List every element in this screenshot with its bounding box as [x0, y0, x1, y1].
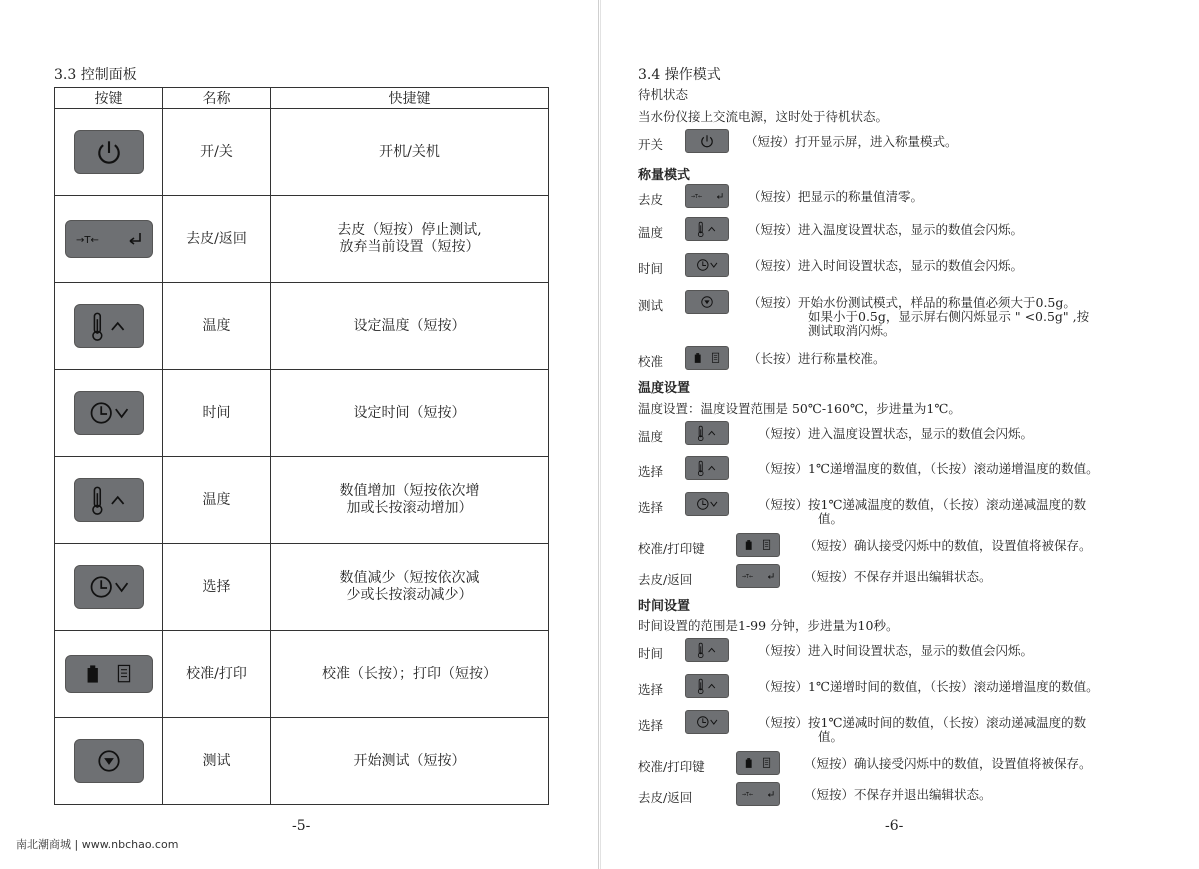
clock-down-key[interactable]	[74, 391, 144, 435]
key-cell	[55, 544, 163, 631]
clock-down-icon	[686, 254, 728, 276]
row-desc: （短按）按1℃递减温度的数值，（长按）滚动递减温度的数	[758, 497, 1087, 512]
power-key[interactable]	[74, 130, 144, 174]
test-down-icon	[686, 291, 728, 313]
row-desc: （短按）确认接受闪烁中的数值，设置值将被保存。	[804, 538, 1092, 553]
clock-down-key[interactable]	[685, 710, 729, 734]
thermometer-up-key[interactable]	[74, 304, 144, 348]
power-label: 开关	[638, 137, 664, 152]
key-cell	[55, 370, 163, 457]
standby-text: 当水份仪接上交流电源，这时处于待机状态。	[638, 109, 889, 124]
shortcut-line: 校准（长按）；打印（短按）	[322, 665, 497, 682]
time-intro: 时间设置的范围是1-99 分钟，步进量为10秒。	[638, 618, 899, 633]
power-icon	[686, 130, 728, 152]
thermometer-up-icon	[686, 457, 728, 479]
key-shortcut	[271, 457, 549, 544]
page-number-right: -6-	[885, 818, 904, 834]
header-name: 名称	[163, 88, 271, 109]
shortcut-line: 开机/关机	[379, 143, 440, 160]
thermometer-up-key[interactable]	[685, 217, 729, 241]
key-name: 温度	[163, 457, 271, 544]
thermometer-up-key[interactable]	[74, 478, 144, 522]
shortcut-line: 设定温度（短按）	[353, 317, 466, 334]
clock-down-icon	[686, 711, 728, 733]
table-row	[55, 109, 549, 196]
shortcut-line: 数值增加（短按依次增	[339, 483, 480, 499]
row-desc: （短按）进入时间设置状态，显示的数值会闪烁。	[758, 643, 1034, 658]
row-label: 去皮/返回	[638, 572, 693, 587]
key-name: 温度	[163, 283, 271, 370]
svg-text:→T←: →T←	[75, 235, 99, 246]
weight-print-icon	[686, 347, 728, 369]
power-key[interactable]	[685, 129, 729, 153]
header-key: 按键	[55, 88, 163, 109]
row-desc: （短按）进入温度设置状态，显示的数值会闪烁。	[758, 426, 1034, 441]
power-desc: （短按）打开显示屏，进入称量模式。	[745, 134, 958, 149]
clock-down-icon	[686, 493, 728, 515]
svg-text:→T←: →T←	[741, 573, 754, 580]
test-down-key[interactable]	[74, 739, 144, 783]
row-label: 校准/打印键	[638, 541, 705, 556]
tare-return-icon	[686, 185, 728, 207]
row-desc: 值。	[818, 729, 844, 744]
footer-watermark: 南北潮商城 | www.nbchao.com	[16, 838, 179, 851]
tare-return-key[interactable]	[736, 564, 780, 588]
key-name: 开/关	[163, 109, 271, 196]
thermometer-up-key[interactable]	[685, 674, 729, 698]
row-desc: （短按）确认接受闪烁中的数值，设置值将被保存。	[804, 756, 1092, 771]
shortcut-line: 开始测试（短按）	[353, 752, 466, 769]
row-desc: （长按）进行称量校准。	[748, 351, 886, 366]
tare-return-icon	[737, 783, 779, 805]
key-shortcut	[271, 718, 549, 805]
row-desc: （短按）进入温度设置状态，显示的数值会闪烁。	[748, 222, 1024, 237]
key-cell	[55, 196, 163, 283]
key-name: 时间	[163, 370, 271, 457]
shortcut-line: 加或长按滚动增加）	[346, 500, 473, 516]
row-desc: （短按）不保存并退出编辑状态。	[804, 787, 992, 802]
row-desc: 如果小于0.5g，显示屏右侧闪烁显示 " <0.5g" ,按	[808, 309, 1090, 324]
table-row	[55, 631, 549, 718]
shortcut-line: 去皮（短按）停止测试,	[337, 222, 482, 238]
row-label: 时间	[638, 261, 664, 276]
row-desc: （短按）按1℃递减时间的数值，（长按）滚动递减温度的数	[758, 715, 1087, 730]
row-label: 选择	[638, 682, 664, 697]
weigh-mode-heading: 称量模式	[638, 168, 691, 183]
shortcut-line: 少或长按滚动减少）	[346, 587, 473, 603]
key-shortcut	[271, 196, 549, 283]
test-down-key[interactable]	[685, 290, 729, 314]
tare-return-key[interactable]	[65, 220, 153, 258]
table-row	[55, 718, 549, 805]
left-page	[0, 0, 599, 869]
clock-down-key[interactable]	[685, 253, 729, 277]
temp-setting-heading: 温度设置	[638, 381, 691, 396]
table-row	[55, 283, 549, 370]
shortcut-line: 数值减少（短按依次减	[339, 570, 480, 586]
key-cell	[55, 283, 163, 370]
thermometer-up-key[interactable]	[685, 638, 729, 662]
row-desc: （短按）1℃递增时间的数值，（长按）滚动递增温度的数值。	[758, 679, 1099, 694]
row-label: 温度	[638, 429, 664, 444]
control-panel-table	[54, 87, 549, 805]
key-shortcut	[271, 370, 549, 457]
svg-text:→T←: →T←	[741, 791, 754, 798]
row-desc: （短按）把显示的称量值清零。	[748, 189, 924, 204]
row-desc: 值。	[818, 511, 844, 526]
tare-return-icon	[737, 565, 779, 587]
key-cell	[55, 631, 163, 718]
standby-title: 待机状态	[638, 87, 689, 102]
thermometer-up-icon	[686, 639, 728, 661]
table-row	[55, 544, 549, 631]
row-label: 选择	[638, 500, 664, 515]
key-name: 校准/打印	[163, 631, 271, 718]
key-name: 选择	[163, 544, 271, 631]
table-row	[55, 370, 549, 457]
weight-print-icon	[737, 752, 779, 774]
clock-down-key[interactable]	[74, 565, 144, 609]
row-label: 校准	[638, 354, 664, 369]
temp-intro: 温度设置：温度设置范围是 50℃-160℃，步进量为1℃。	[638, 401, 961, 416]
key-shortcut	[271, 283, 549, 370]
section-title-operation-mode: 3.4 操作模式	[638, 67, 721, 83]
row-label: 选择	[638, 464, 664, 479]
tare-return-key[interactable]	[736, 782, 780, 806]
table-row	[55, 196, 549, 283]
weight-print-key[interactable]	[65, 655, 153, 693]
table-header-row	[55, 88, 549, 109]
weight-print-key[interactable]	[685, 346, 729, 370]
page-number-left: -5-	[292, 818, 311, 834]
row-desc: （短按）开始水份测试模式，样品的称量值必须大于0.5g。	[748, 295, 1076, 310]
thermometer-up-icon	[686, 675, 728, 697]
weight-print-key[interactable]	[736, 751, 780, 775]
section-title-control-panel: 3.3 控制面板	[54, 67, 137, 83]
clock-down-key[interactable]	[685, 492, 729, 516]
svg-text:→T←: →T←	[690, 193, 703, 200]
key-shortcut	[271, 544, 549, 631]
table-row	[55, 457, 549, 544]
weight-print-icon	[737, 534, 779, 556]
key-name: 测试	[163, 718, 271, 805]
row-label: 校准/打印键	[638, 759, 705, 774]
row-label: 测试	[638, 298, 664, 313]
thermometer-up-key[interactable]	[685, 456, 729, 480]
key-shortcut	[271, 631, 549, 718]
shortcut-line: 设定时间（短按）	[353, 404, 466, 421]
key-shortcut	[271, 109, 549, 196]
key-cell	[55, 109, 163, 196]
row-label: 选择	[638, 718, 664, 733]
thermometer-up-icon	[686, 218, 728, 240]
row-desc: 测试取消闪烁。	[808, 323, 896, 338]
row-desc: （短按）1℃递增温度的数值，（长按）滚动递增温度的数值。	[758, 461, 1099, 476]
row-label: 时间	[638, 646, 664, 661]
header-shortcut: 快捷键	[271, 88, 549, 109]
tare-return-key[interactable]	[685, 184, 729, 208]
thermometer-up-icon	[686, 422, 728, 444]
key-cell	[55, 718, 163, 805]
thermometer-up-key[interactable]	[685, 421, 729, 445]
shortcut-line: 放弃当前设置（短按）	[339, 239, 480, 255]
row-label: 去皮	[638, 192, 664, 207]
key-cell	[55, 457, 163, 544]
row-desc: （短按）进入时间设置状态，显示的数值会闪烁。	[748, 258, 1024, 273]
row-label: 去皮/返回	[638, 790, 693, 805]
row-label: 温度	[638, 225, 664, 240]
weight-print-key[interactable]	[736, 533, 780, 557]
time-setting-heading: 时间设置	[638, 599, 691, 614]
key-name: 去皮/返回	[163, 196, 271, 283]
row-desc: （短按）不保存并退出编辑状态。	[804, 569, 992, 584]
